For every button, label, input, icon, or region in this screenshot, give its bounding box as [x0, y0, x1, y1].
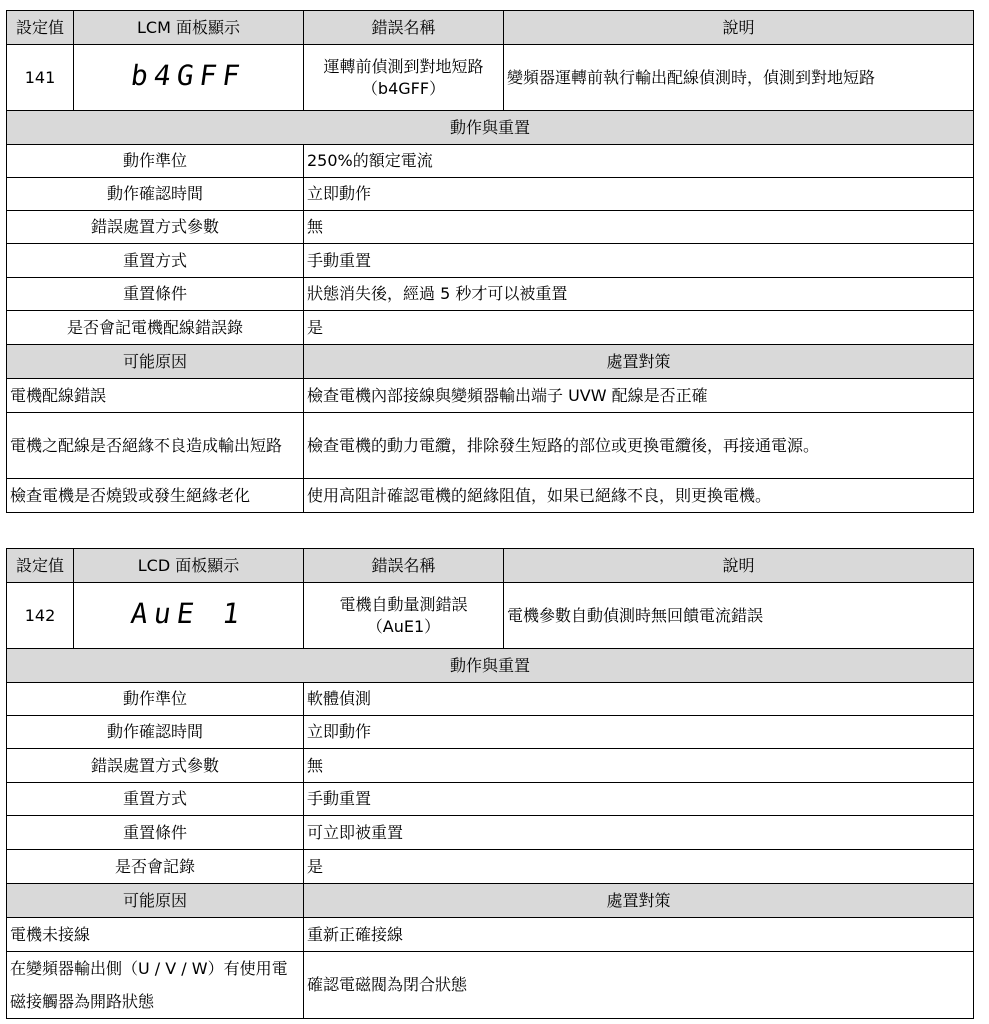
row-value: 軟體偵測: [304, 683, 974, 716]
row-label: 重置方式: [7, 244, 304, 278]
row-value: 立即動作: [304, 716, 974, 749]
measure-header: 處置對策: [304, 345, 974, 379]
cause-text: 檢查電機是否燒毀或發生絕緣老化: [7, 479, 304, 513]
fault-table-141: [6, 10, 974, 513]
lcd-display: [74, 45, 304, 111]
cause-text: 電機未接線: [7, 918, 304, 952]
cause-header: 可能原因: [7, 345, 304, 379]
action-reset-title: 動作與重置: [7, 111, 974, 145]
cause-text: 電機之配線是否絕緣不良造成輸出短路: [7, 413, 304, 479]
lcd-text: AuE 1: [129, 596, 249, 630]
measure-text: 使用高阻計確認電機的絕緣阻值，如果已絕緣不良，則更換電機。: [304, 479, 974, 513]
error-code: （b4GFF）: [361, 78, 446, 98]
col-desc-header: 說明: [504, 11, 974, 45]
setting-code: 141: [7, 45, 74, 111]
error-code: （AuE1）: [366, 616, 441, 636]
col-display-header: LCM 面板顯示: [74, 11, 304, 45]
row-label: 是否會記電機配線錯誤錄: [7, 311, 304, 345]
error-description: 電機參數自動偵測時無回饋電流錯誤: [504, 583, 974, 649]
row-value: 狀態消失後，經過 5 秒才可以被重置: [304, 278, 974, 311]
row-label: 錯誤處置方式參數: [7, 749, 304, 783]
col-name-header: 錯誤名稱: [304, 11, 504, 45]
col-setting-header: 設定值: [7, 11, 74, 45]
col-display-header: LCD 面板顯示: [74, 549, 304, 583]
measure-text: 檢查電機的動力電纜，排除發生短路的部位或更換電纜後，再接通電源。: [304, 413, 974, 479]
cause-text: 電機配線錯誤: [7, 379, 304, 413]
row-value: 是: [304, 850, 974, 884]
lcd-text: b4GFF: [129, 58, 249, 92]
row-label: 動作確認時間: [7, 178, 304, 211]
error-description: 變頻器運轉前執行輸出配線偵測時，偵測到對地短路: [504, 45, 974, 111]
error-name: 運轉前偵測到對地短路: [323, 56, 484, 76]
row-label: 動作準位: [7, 145, 304, 178]
row-label: 重置方式: [7, 783, 304, 816]
action-reset-title: 動作與重置: [7, 649, 974, 683]
error-name-cell: [304, 583, 504, 649]
row-label: 動作確認時間: [7, 716, 304, 749]
error-name: 電機自動量測錯誤: [339, 594, 468, 614]
measure-text: 確認電磁閥為閉合狀態: [304, 952, 974, 1019]
lcd-display: [74, 583, 304, 649]
row-label: 重置條件: [7, 278, 304, 311]
row-label: 重置條件: [7, 816, 304, 850]
row-value: 250%的額定電流: [304, 145, 974, 178]
row-value: 是: [304, 311, 974, 345]
col-name-header: 錯誤名稱: [304, 549, 504, 583]
cause-header: 可能原因: [7, 884, 304, 918]
col-setting-header: 設定值: [7, 549, 74, 583]
error-name-cell: [304, 45, 504, 111]
row-value: 手動重置: [304, 783, 974, 816]
row-value: 無: [304, 749, 974, 783]
row-value: 手動重置: [304, 244, 974, 278]
cause-text: 在變頻器輸出側（U / V / W）有使用電磁接觸器為開路狀態: [7, 952, 304, 1019]
row-value: 立即動作: [304, 178, 974, 211]
row-label: 是否會記錄: [7, 850, 304, 884]
row-label: 動作準位: [7, 683, 304, 716]
row-value: 無: [304, 211, 974, 244]
fault-table-142: [6, 548, 974, 1019]
row-value: 可立即被重置: [304, 816, 974, 850]
measure-header: 處置對策: [304, 884, 974, 918]
setting-code: 142: [7, 583, 74, 649]
measure-text: 檢查電機內部接線與變頻器輸出端子 UVW 配線是否正確: [304, 379, 974, 413]
row-label: 錯誤處置方式參數: [7, 211, 304, 244]
measure-text: 重新正確接線: [304, 918, 974, 952]
col-desc-header: 說明: [504, 549, 974, 583]
